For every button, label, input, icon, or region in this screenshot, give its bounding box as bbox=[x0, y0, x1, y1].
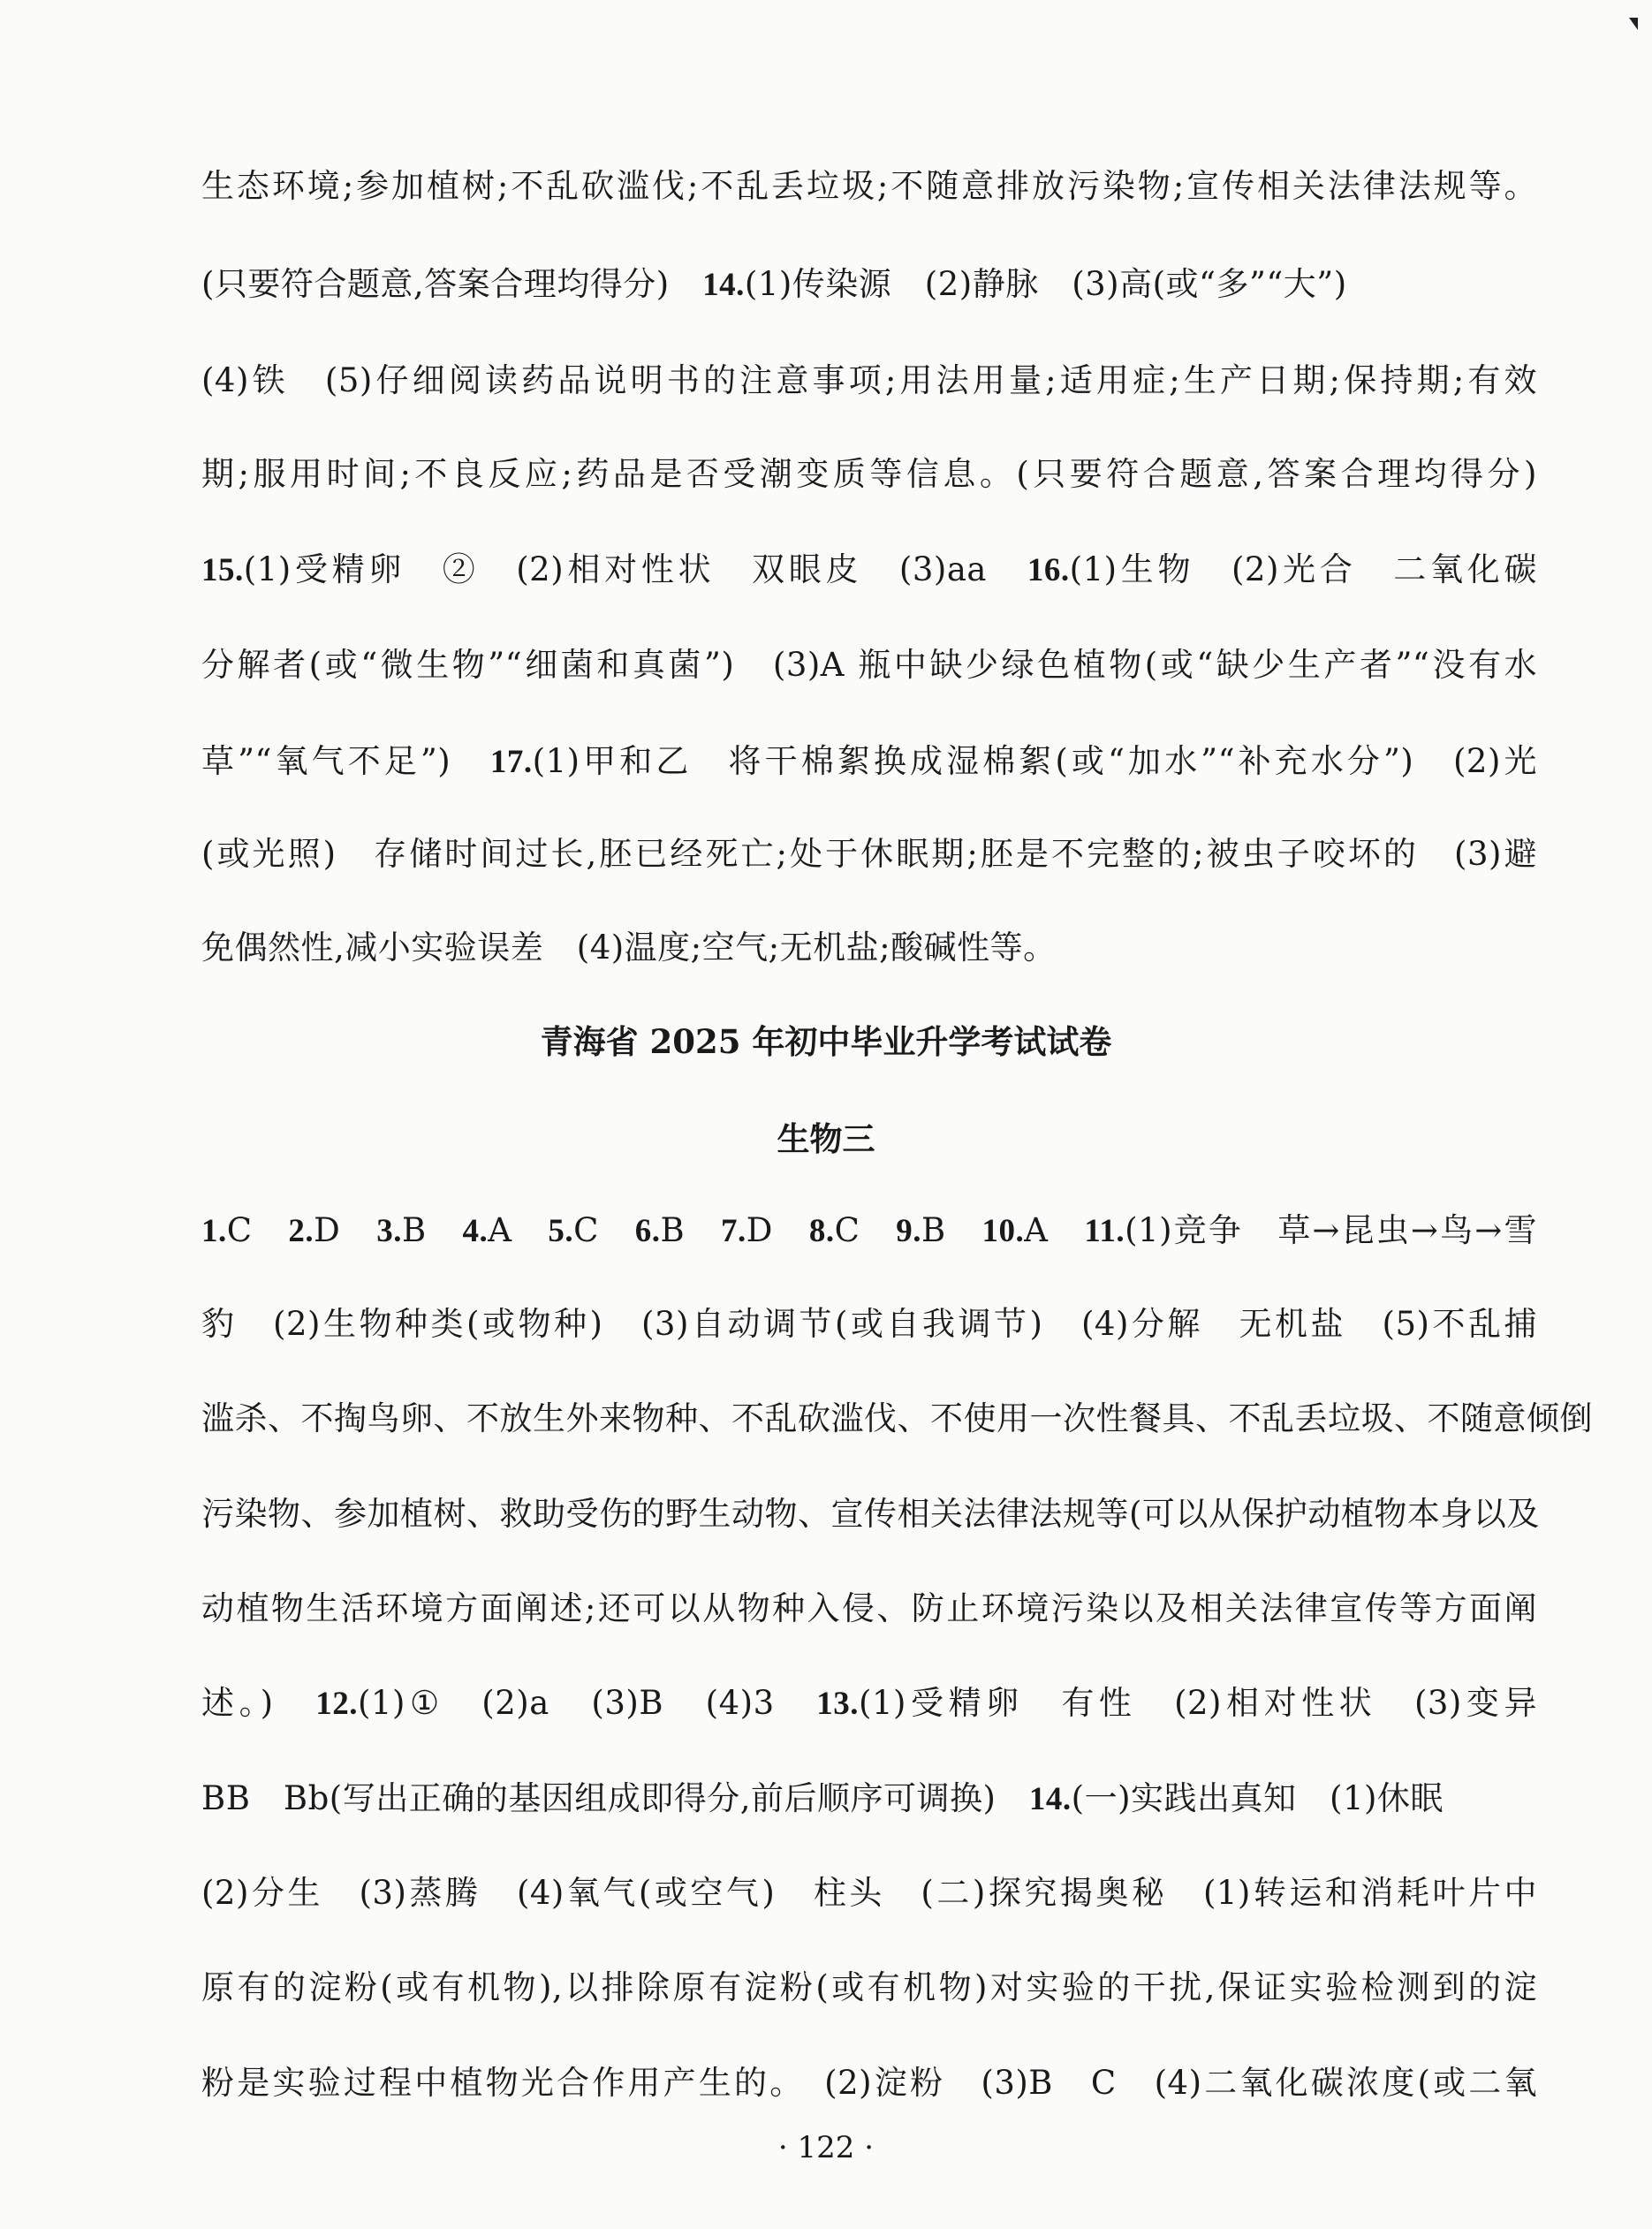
answer-text: (只要符合题意,答案合理均得分) bbox=[201, 265, 703, 303]
text-line bbox=[201, 450, 1537, 499]
answer-text: 动植物生活环境方面阐述;还可以从物种入侵、防止环境污染以及相关法律宣传等方面阐 bbox=[201, 1589, 1537, 1627]
text-line bbox=[201, 162, 1537, 211]
answer-text: 期;服用时间;不良反应;药品是否受潮变质等信息。(只要符合题意,答案合理均得分) bbox=[201, 455, 1537, 493]
answer-text: B bbox=[921, 1211, 982, 1249]
answer-text: (1)受精卵 ② (2)相对性状 双眼皮 (3)aa bbox=[243, 550, 1027, 588]
answer-text: C bbox=[834, 1211, 897, 1249]
answer-text: D bbox=[746, 1211, 809, 1249]
question-number: 12. bbox=[315, 1686, 358, 1722]
page-number: · 122 · bbox=[777, 2130, 875, 2165]
text-line bbox=[201, 923, 1537, 973]
answer-text: 分解者(或“微生物”“细菌和真菌”) (3)A 瓶中缺少绿色植物(或“缺少生产者”“没有水 bbox=[201, 646, 1537, 684]
answer-text: 滥杀、不掏鸟卵、不放生外来物种、不乱砍滥伐、不使用一次性餐具、不乱丢垃圾、不随意倾倒 bbox=[201, 1399, 1593, 1437]
question-number: 2. bbox=[288, 1213, 314, 1249]
answer-text: 生态环境;参加植树;不乱砍滥伐;不乱丢垃圾;不随意排放污染物;宣传相关法律法规等。 bbox=[201, 167, 1537, 205]
answer-text: A bbox=[488, 1211, 549, 1249]
question-number: 14. bbox=[702, 267, 745, 303]
answer-text: A bbox=[1024, 1211, 1085, 1249]
answer-text: (1)生物 (2)光合 二氧化碳 bbox=[1069, 550, 1537, 588]
answer-text: 免偶然性,减小实验误差 (4)温度;空气;无机盐;酸碱性等。 bbox=[201, 929, 1057, 967]
answer-text: 述。) bbox=[201, 1684, 316, 1722]
answer-text: BB Bb(写出正确的基因组成即得分,前后顺序可调换) bbox=[201, 1779, 1029, 1817]
text-line bbox=[201, 1490, 1540, 1539]
text-line bbox=[201, 1394, 1593, 1444]
text-line bbox=[201, 356, 1537, 406]
question-number: 16. bbox=[1027, 552, 1070, 588]
answer-text: (1)竞争 草→昆虫→鸟→雪 bbox=[1125, 1211, 1537, 1249]
question-number: 4. bbox=[462, 1213, 489, 1249]
question-number: 5. bbox=[548, 1213, 574, 1249]
text-line bbox=[201, 2058, 1537, 2108]
question-number: 7. bbox=[721, 1213, 746, 1249]
text-line bbox=[201, 1774, 1537, 1823]
text-line bbox=[201, 1963, 1537, 2013]
answer-text: 原有的淀粉(或有机物),以排除原有淀粉(或有机物)对实验的干扰,保证实验检测到的淀 bbox=[201, 1968, 1537, 2006]
answer-text: B bbox=[401, 1211, 463, 1249]
answer-text: 污染物、参加植树、救助受伤的野生动物、宣传相关法律法规等(可以从保护动植物本身以及 bbox=[201, 1495, 1540, 1533]
answer-text: 草”“氧气不足”) bbox=[201, 742, 490, 780]
answer-text: (4)铁 (5)仔细阅读药品说明书的注意事项;用法用量;适用症;生产日期;保持期;有效 bbox=[201, 361, 1537, 399]
answer-text: (2)分生 (3)蒸腾 (4)氧气(或空气) 柱头 (二)探究揭奥秘 (1)转运和消耗叶片中 bbox=[201, 1874, 1537, 1912]
text-line bbox=[201, 260, 1537, 309]
corner-mark bbox=[1629, 18, 1638, 30]
question-number: 15. bbox=[201, 552, 244, 588]
question-number: 10. bbox=[981, 1213, 1025, 1249]
answer-text: (或光照) 存储时间过长,胚已经死亡;处于休眠期;胚是不完整的;被虫子咬坏的 (3)避 bbox=[201, 835, 1537, 873]
answer-text: D bbox=[314, 1211, 377, 1249]
question-number: 17. bbox=[489, 744, 533, 780]
answer-text: C bbox=[226, 1211, 289, 1249]
section-title: 青海省 2025 年初中毕业升学考试试卷 bbox=[540, 1022, 1112, 1061]
text-line bbox=[201, 1869, 1537, 1918]
section-subtitle: 生物三 bbox=[777, 1119, 875, 1158]
answer-text: (1)传染源 (2)静脉 (3)高(或“多”“大”) bbox=[744, 265, 1347, 303]
question-number: 3. bbox=[376, 1213, 402, 1249]
text-line bbox=[201, 641, 1537, 690]
question-number: 1. bbox=[201, 1213, 227, 1249]
answer-text: (1)① (2)a (3)B (4)3 bbox=[358, 1684, 817, 1722]
answer-text: C bbox=[573, 1211, 635, 1249]
question-number: 9. bbox=[896, 1213, 921, 1249]
question-number: 11. bbox=[1084, 1213, 1125, 1249]
answer-text: (1)受精卵 有性 (2)相对性状 (3)变异 bbox=[859, 1684, 1538, 1722]
text-line bbox=[201, 830, 1537, 879]
question-number: 14. bbox=[1028, 1781, 1072, 1817]
answer-text: (一)实践出真知 (1)休眠 bbox=[1071, 1779, 1444, 1817]
text-line bbox=[201, 1300, 1537, 1349]
text-line bbox=[201, 737, 1537, 786]
answer-text: (1)甲和乙 将干棉絮换成湿棉絮(或“加水”“补充水分”) (2)光 bbox=[532, 742, 1537, 780]
question-number: 6. bbox=[634, 1213, 661, 1249]
text-line bbox=[201, 1206, 1537, 1255]
text-line bbox=[201, 1679, 1537, 1728]
answer-text: B bbox=[660, 1211, 722, 1249]
question-number: 13. bbox=[816, 1686, 860, 1722]
text-line bbox=[201, 1584, 1537, 1634]
answer-text: 豹 (2)生物种类(或物种) (3)自动调节(或自我调节) (4)分解 无机盐 (5)不乱捕 bbox=[201, 1305, 1537, 1343]
answer-text: 粉是实验过程中植物光合作用产生的。 (2)淀粉 (3)B C (4)二氧化碳浓度(或二氧 bbox=[201, 2064, 1537, 2102]
text-line bbox=[201, 545, 1537, 595]
question-number: 8. bbox=[808, 1213, 835, 1249]
